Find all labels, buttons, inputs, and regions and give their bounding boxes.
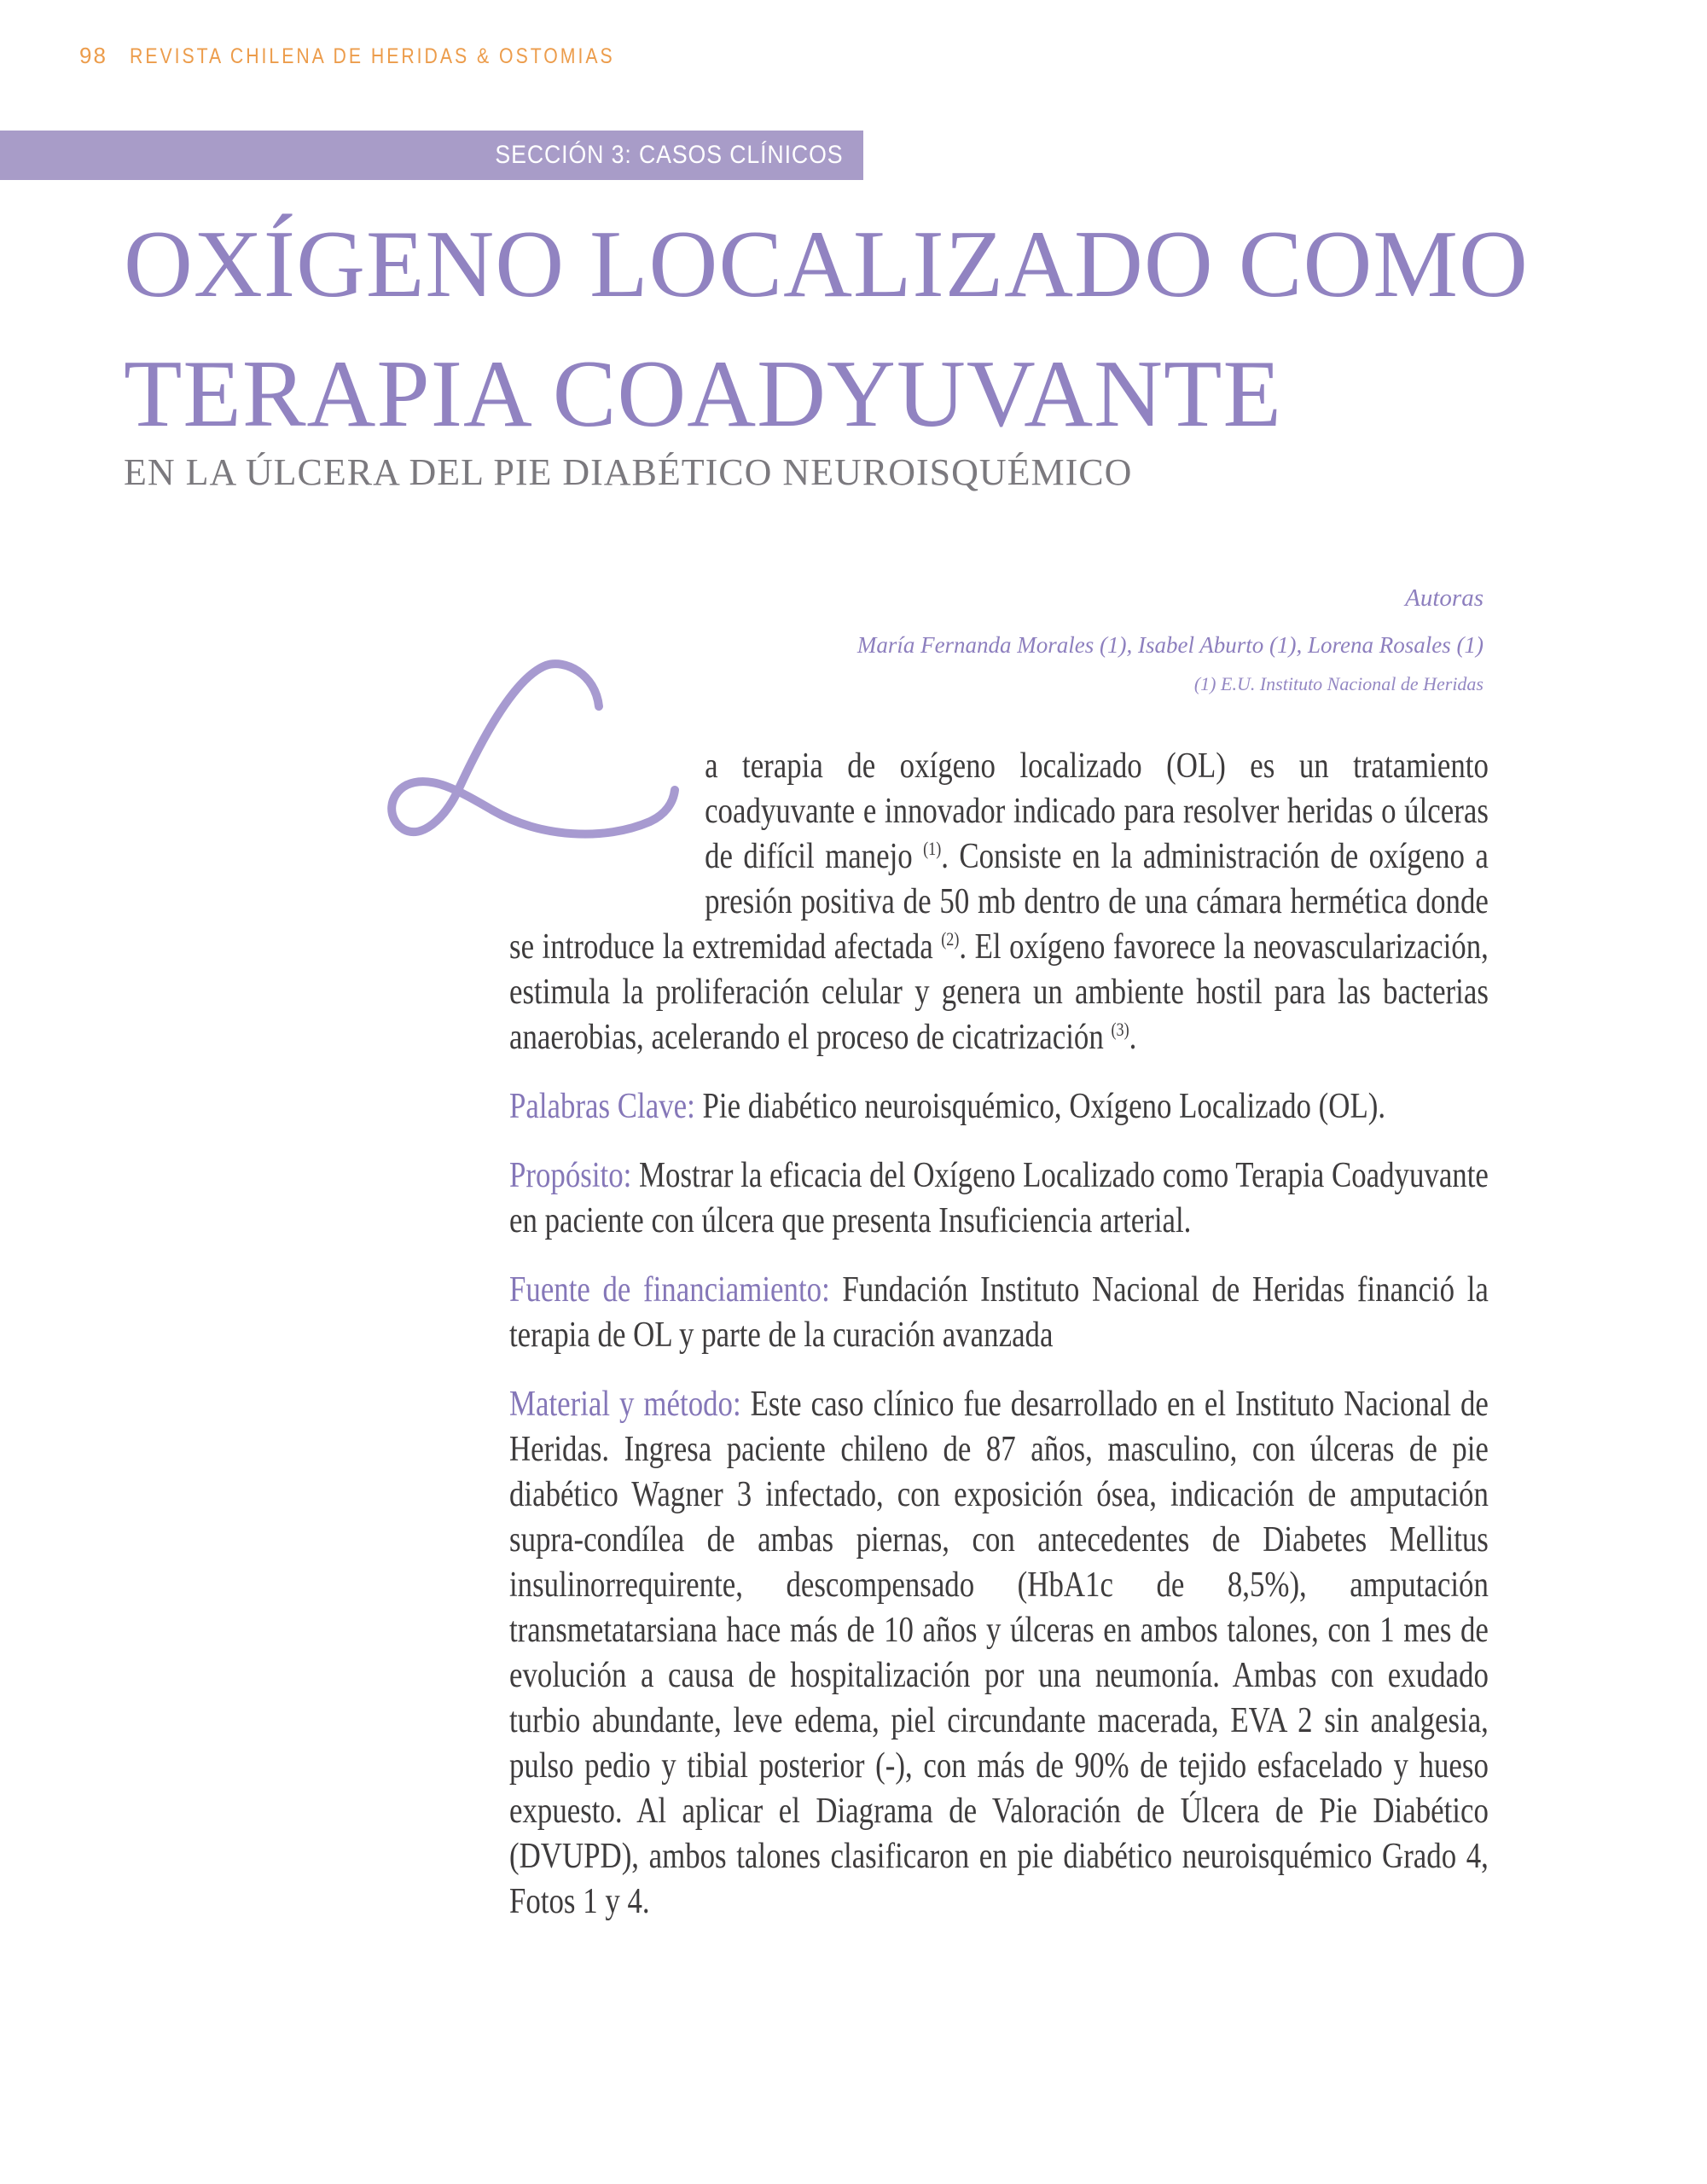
methods-paragraph [509, 1382, 1489, 1925]
authors-line: María Fernanda Morales (1), Isabel Aburto (1), Lorena Rosales (1) [856, 632, 1483, 658]
article-title-line1: OXÍGENO LOCALIZADO COMO [124, 212, 1529, 317]
methods-text: Este caso clínico fue desarrollado en el Instituto Nacional de Heridas. Ingresa paciente chileno de 87 años, masculino, con úlceras de pie diabético Wagner 3 infectado, con exposición ósea, indicación de amputación supra-condílea de ambas piernas, con antecedentes de Diabetes Mellitus insulinorrequirente, descompensado (HbA1c de 8,5%), amputación transmetatarsiana hace más de 10 años y úlceras en ambos talones, con 1 mes de evolución a causa de hospitalización por una neumonía. Ambas con exudado turbio abundante, leve edema, piel circundante macerada, EVA 2 sin analgesia, pulso pedio y tibial posterior (-), con más de 90% de tejido esfacelado y hueso expuesto. Al aplicar el Diagrama de Valoración de Úlcera de Pie Diabético (DVUPD), ambos talones clasificaron en pie diabético neuroisquémico Grado 4, Fotos 1 y 4. [509, 1385, 1489, 1921]
section-band [0, 131, 863, 180]
intro-paragraph-text: a terapia de oxígeno localizado (OL) es un tratamiento coadyuvante e innovador indicado para resolver heridas o úlceras de difícil manejo $^{(1)}$. Consiste en la administración de oxígeno a presión positiva de 50 mb dentro de una cámara hermética donde se introduce la extremidad afectada $^{(2)}$. El oxígeno favorece la neovascularización, estimula la proliferación celular y genera un ambiente hostil para las bacterias anaerobias, acelerando el proceso de cicatrización $^{(3)}$. [509, 746, 1489, 1057]
keywords-paragraph [509, 1084, 1489, 1130]
keywords-label: Palabras Clave: [509, 1087, 695, 1126]
purpose-paragraph [509, 1153, 1489, 1244]
dropcap-spacer [509, 744, 705, 880]
purpose-text: Mostrar la eficacia del Oxígeno Localizado como Terapia Coadyuvante en paciente con úlcera que presenta Insuficiencia arterial. [509, 1156, 1489, 1240]
authors-heading: Autoras [1405, 584, 1483, 612]
article-title-line2: TERAPIA COADYUVANTE [124, 341, 1282, 447]
article-title [124, 200, 1676, 459]
methods-label: Material y método: [509, 1385, 741, 1424]
journal-title: REVISTA CHILENA DE HERIDAS & OSTOMIAS [129, 44, 615, 68]
funding-paragraph [509, 1268, 1489, 1358]
funding-text: Fundación Instituto Nacional de Heridas financió la terapia de OL y parte de la curación avanzada [509, 1270, 1489, 1355]
keywords-text: Pie diabético neuroisquémico, Oxígeno Localizado (OL). [694, 1087, 1386, 1126]
section-label: SECCIÓN 3: CASOS CLÍNICOS [494, 141, 843, 169]
article-subtitle: EN LA ÚLCERA DEL PIE DIABÉTICO NEUROISQUÉMICO [124, 451, 1133, 493]
running-head [79, 43, 700, 69]
purpose-label: Propósito: [509, 1156, 632, 1195]
authors-affiliation: (1) E.U. Instituto Nacional de Heridas [1193, 673, 1483, 694]
authors-block [857, 584, 1483, 696]
page-number: 98 [79, 43, 107, 68]
intro-paragraph [509, 744, 1489, 1060]
funding-label: Fuente de financiamiento: [509, 1270, 830, 1310]
article-body [509, 744, 1489, 1949]
